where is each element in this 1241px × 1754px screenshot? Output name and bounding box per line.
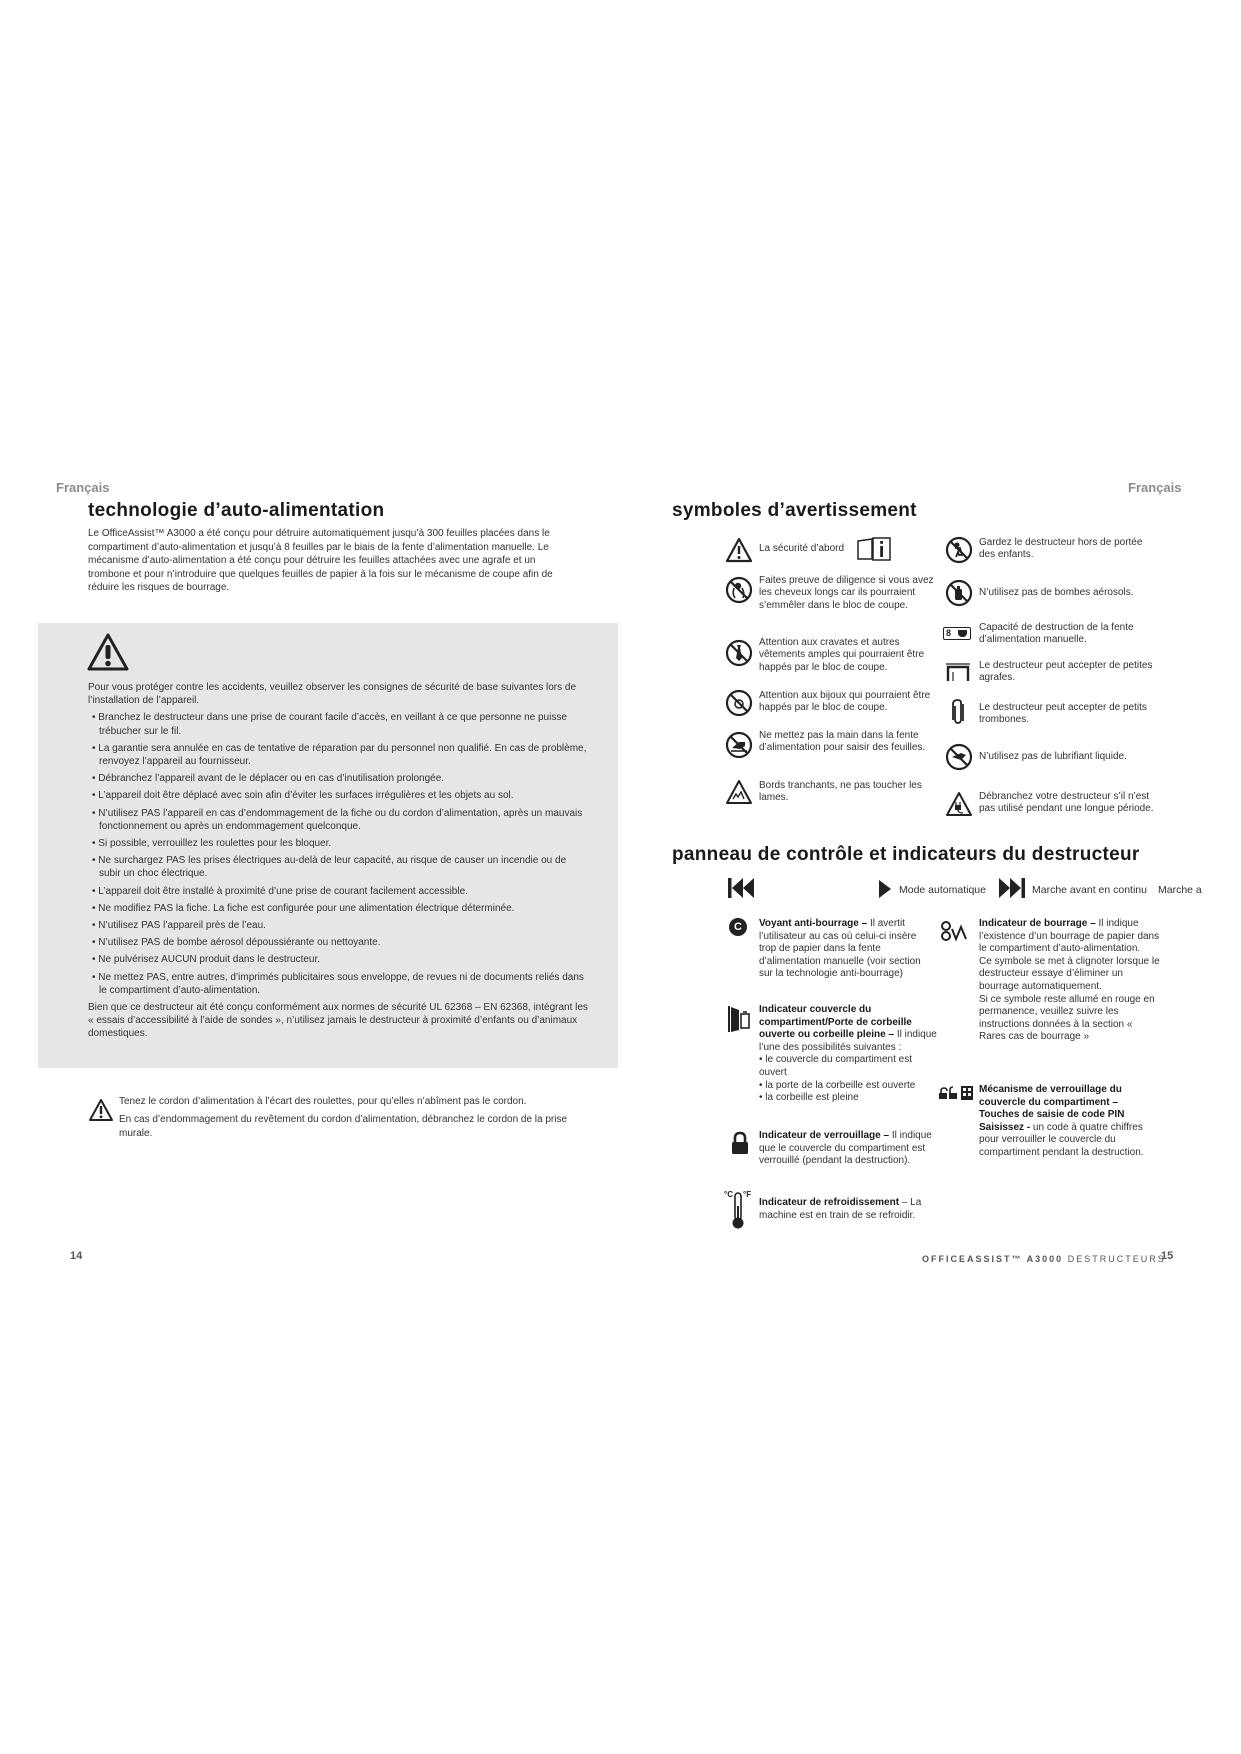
warning-text: Ne mettez pas la main dans la fente d’alimentation pour saisir des feuilles. xyxy=(759,730,926,754)
paperclip-icon xyxy=(944,697,972,727)
cord-warning-icon xyxy=(88,1098,114,1127)
safety-item: • Branchez le destructeur dans une prise de courant facile d’accès, en veillant à ce que personne ne puisse trébucher sur le fil. xyxy=(92,712,567,737)
fast-forward-icon xyxy=(997,876,1027,900)
jam-paragraph-3: Si ce symbole reste allumé en rouge en permanence, veuillez suivre les instructions données à la section « Rares cas de bourrage » xyxy=(979,993,1155,1043)
safety-item: • Ne pulvérisez AUCUN produit dans le destructeur. xyxy=(92,954,321,966)
anti-jam-indicator: Voyant anti-bourrage – Il avertit l’utilisateur au cas où celui-ci insère trop de papier dans la fente d’alimentation manuelle (voir section sur la technologie anti-bourrage) xyxy=(759,918,921,980)
door-item: • la porte de la corbeille est ouverte xyxy=(759,1079,916,1091)
safety-item: • N’utilisez PAS de bombe aérosol dépoussiérante ou nettoyante. xyxy=(92,937,381,949)
sheet-capacity-value: 8 xyxy=(946,628,952,638)
warning-text: La sécurité d’abord xyxy=(759,543,845,554)
play-icon xyxy=(876,878,894,900)
paper-jam-indicator: Indicateur de bourrage – Il indique l’existence d’un bourrage de papier dans le compartiment d’auto-alimentation. Ce symbole se met à clignoter lorsque le destructeur essaye d’éliminer un bourrage automatiquement. Si ce symbole reste allumé en rouge en permanence, veuillez suivre les instructions données à la section « Rares cas de bourrage » xyxy=(979,918,1160,1043)
manual-info-icon xyxy=(856,537,892,561)
safety-item: • Ne modifiez PAS la fiche. La fiche est configurée pour une alimentation électrique déterminée. xyxy=(92,902,515,914)
safety-item: • Si possible, verrouillez les roulettes pour les bloquer. xyxy=(92,838,332,850)
safety-item: • L’appareil doit être déplacé avec soin afin d’éviter les surfaces irrégulières et les objets au sol. xyxy=(92,790,514,802)
page-title-auto-feed: technologie d’auto-alimentation xyxy=(88,500,385,521)
page-number-right: 15 xyxy=(1161,1250,1174,1262)
reverse-icon xyxy=(727,876,755,900)
no-jewelry-icon xyxy=(724,688,754,718)
fahrenheit-label: °F xyxy=(743,1190,752,1199)
page-number-left: 14 xyxy=(70,1250,83,1262)
language-label-right: Français xyxy=(1128,480,1182,495)
safety-item: • Ne surchargez PAS les prises électriques au-delà de leur capacité, au risque de causer un incendie ou de subir un choc électrique. xyxy=(92,855,567,880)
warning-text: Gardez le destructeur hors de portée des enfants. xyxy=(979,537,1143,561)
lock-indicator: Indicateur de verrouillage – Il indique que le couvercle du compartiment est verrouillé (pendant la destruction). xyxy=(759,1130,932,1167)
warning-text: Faites preuve de diligence si vous avez les cheveux longs car ils pourraient s’emmêler dans le bloc de coupe. xyxy=(759,575,934,611)
intro-paragraph: Le OfficeAssist™ A3000 a été conçu pour détruire automatiquement jusqu’à 300 feuilles placées dans le compartiment d’auto-alimentation et jusqu’à 8 feuilles par le biais de la fente d’alimentation manuelle. Le mécanisme d’auto-alimentation a été conçu pour détruire les feuilles attachées avec une agrafe et un trombone et pour n’introduire que quelques feuilles de papier à la fois sur le mécanisme de coupe afin de réduire les risques de bourrage. xyxy=(88,528,553,594)
continuous-forward-label: Marche avant en continu xyxy=(1032,884,1147,896)
auto-mode-label: Mode automatique xyxy=(899,884,986,896)
safety-item: • Ne mettez PAS, entre autres, d’imprimés publicitaires sous enveloppe, de revues ni de documents reliés dans le compartiment d’auto-alimentation. xyxy=(92,971,584,996)
no-aerosol-icon xyxy=(944,578,974,608)
footer-product-line: OFFICEASSIST™ A3000 DESTRUCTEURS xyxy=(922,1254,1166,1264)
cord-note-2: En cas d’endommagement du revêtement du cordon d’alimentation, débranchez le cordon de la prise murale. xyxy=(119,1114,568,1139)
unplug-icon xyxy=(944,790,974,818)
pin-lock-icon xyxy=(938,1084,974,1102)
forward-label-truncated: Marche a xyxy=(1158,884,1202,896)
control-panel-title: panneau de contrôle et indicateurs du destructeur xyxy=(672,844,1140,865)
warning-triangle-icon xyxy=(86,632,130,677)
safety-item: • N’utilisez PAS l’appareil près de l’eau. xyxy=(92,920,266,932)
paper-jam-icon xyxy=(938,918,970,944)
door-item: • le couvercle du compartiment est ouvert xyxy=(759,1054,913,1078)
warning-text: Le destructeur peut accepter de petites agrafes. xyxy=(979,660,1153,684)
warning-text: Le destructeur peut accepter de petits trombones. xyxy=(979,702,1147,726)
warning-triangle-icon xyxy=(724,535,754,565)
warning-text: N’utilisez pas de bombes aérosols. xyxy=(979,587,1134,598)
warning-text: Bords tranchants, ne pas toucher les lames. xyxy=(759,780,922,804)
sheet-capacity-icon xyxy=(943,627,973,643)
warning-text: Attention aux cravates et autres vêtements amples qui pourraient être happés par le bloc de coupe. xyxy=(759,637,925,673)
warning-text: Attention aux bijoux qui pourraient être happés par le bloc de coupe. xyxy=(759,690,931,714)
door-bin-indicator: Indicateur couvercle du compartiment/Porte de corbeille ouverte ou corbeille pleine – Il indique l’une des possibilités suivantes : • le couvercle du compartiment est ouvert • la porte de la corbeille est ouverte • la corbeille est pleine xyxy=(759,1004,939,1105)
pin-lock-indicator: Mécanisme de verrouillage du couvercle du compartiment – Touches de saisie de code PIN Saisissez - un code à quatre chiffres pour verrouiller le couvercle du compartiment pendant la destruction. xyxy=(979,1084,1144,1158)
safety-item: • L’appareil doit être installé à proximité d’une prise de courant facilement accessible. xyxy=(92,885,468,897)
warning-symbols-title: symboles d’avertissement xyxy=(672,500,917,521)
cooling-thermometer-icon xyxy=(724,1190,756,1230)
celsius-label: °C xyxy=(724,1190,733,1199)
warning-text: Capacité de destruction de la fente d’alimentation manuelle. xyxy=(979,622,1134,646)
no-lubricant-icon xyxy=(944,742,974,772)
door-open-icon xyxy=(726,1004,752,1034)
anti-jam-c-icon: C xyxy=(729,918,747,936)
safety-intro: Pour vous protéger contre les accidents, veuillez observer les consignes de sécurité de base suivantes lors de l’installation de l’appareil. xyxy=(88,682,577,707)
no-long-hair-icon xyxy=(724,575,754,605)
lock-icon xyxy=(729,1130,751,1156)
safety-item: • N’utilisez PAS l’appareil en cas d’endommagement de la fiche ou du cordon d’alimentation, après un mauvais fonctionnement ou après un endommagement quelconque. xyxy=(92,807,583,832)
safety-item: • La garantie sera annulée en cas de tentative de réparation par du personnel non qualifié. En cas de problème, renvoyez l’appareil au fournisseur. xyxy=(92,742,587,768)
language-label-left: Français xyxy=(56,480,110,495)
cooling-indicator: Indicateur de refroidissement – La machine est en train de se refroidir. xyxy=(759,1197,922,1221)
staple-icon xyxy=(943,660,973,686)
safety-box xyxy=(38,623,618,1068)
warning-text: N’utilisez pas de lubrifiant liquide. xyxy=(979,751,1127,762)
no-tie-icon xyxy=(724,638,754,668)
jam-paragraph-2: Ce symbole se met à clignoter lorsque le destructeur essaye d’éliminer un bourrage automatiquement. xyxy=(979,955,1160,992)
sharp-edges-icon xyxy=(724,778,754,806)
no-hand-icon xyxy=(724,730,754,760)
safety-outro: Bien que ce destructeur ait été conçu conformément aux normes de sécurité UL 62368 – EN 62368, intégrant les « essais d’accessibilité à l’aide de sondes », n’utilisez jamais le destructeur à proximité d’enfants ou d’animaux domestiques. xyxy=(88,1002,588,1040)
no-children-icon xyxy=(944,535,974,565)
cord-note-1: Tenez le cordon d’alimentation à l’écart des roulettes, pour qu’elles n’abîment pas le cordon. xyxy=(119,1096,527,1107)
door-item: • la corbeille est pleine xyxy=(759,1092,859,1104)
safety-item: • Débranchez l’appareil avant de le déplacer ou en cas d’inutilisation prolongée. xyxy=(92,773,445,785)
warning-text: Débranchez votre destructeur s’il n’est pas utilisé pendant une longue période. xyxy=(979,791,1154,815)
